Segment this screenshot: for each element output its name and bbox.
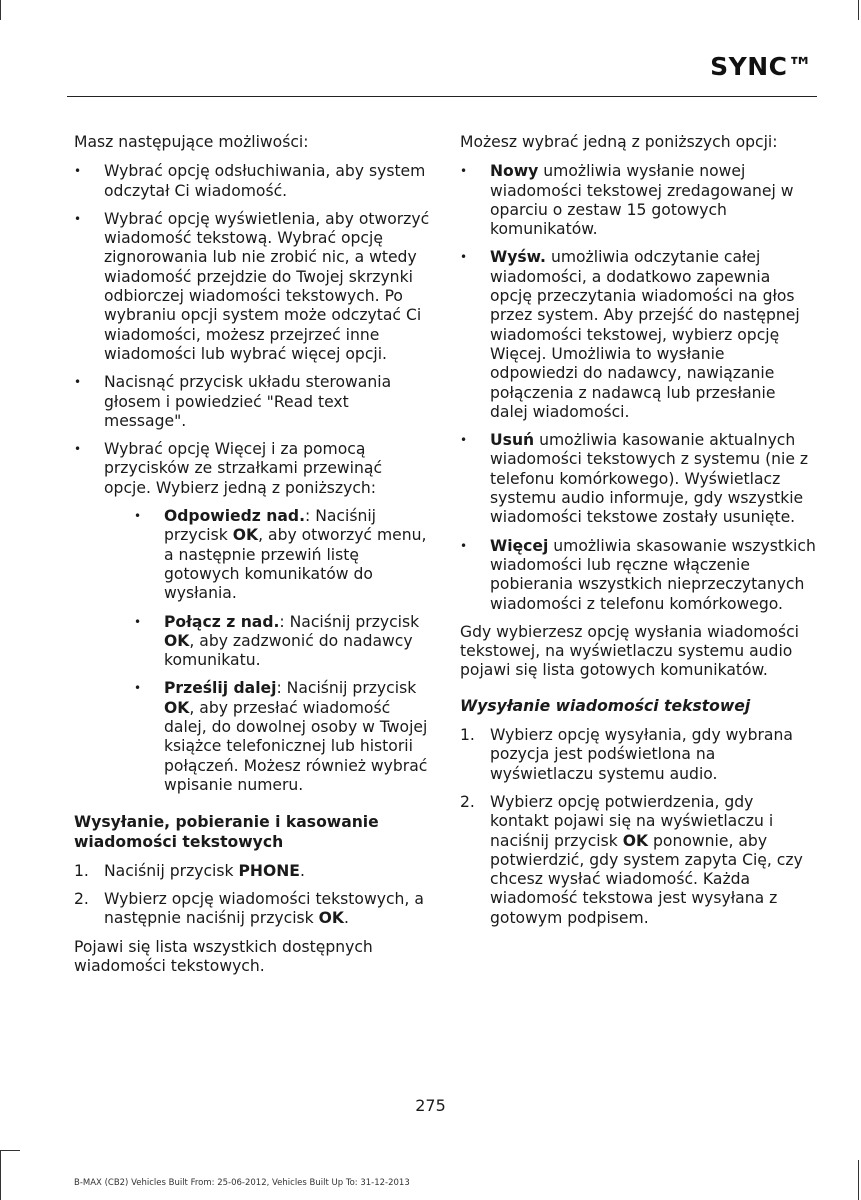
steps-list [74,862,430,929]
text: umożliwia kasowanie aktualnych wiadomości tekstowych z systemu (nie z telefonu komórkowego). Wyświetlacz systemu audio informuje, gdy wszystkie wiadomości tekstowe zostały usunięte. [490,431,809,527]
text: , aby otworzyć menu, a następnie przewiń listę gotowych komunikatów do wysłania. [164,526,427,603]
page-number: 275 [415,1096,446,1115]
section-heading: Wysyłanie, pobieranie i kasowanie wiadomości tekstowych [74,813,379,851]
text: umożliwia wysłanie nowej wiadomości tekstowej zredagowanej w oparciu o zestaw 15 gotowych komunikatów. [490,162,794,239]
header-rule [67,96,817,97]
crop-mark [858,1160,859,1200]
step-number: 1. [460,726,475,745]
crop-mark [858,0,859,20]
message-options-list [460,162,816,614]
step-number: 2. [74,890,89,909]
step-number: 1. [74,861,89,880]
ok-label: OK [164,631,190,650]
crop-mark [0,1150,20,1151]
text: Wybierz opcję potwierdzenia, gdy kontakt pojawi się na wyświetlaczu i naciśnij przycisk [490,792,774,850]
text: . [344,909,349,928]
step-number: 2. [460,792,475,811]
option-label: Odpowiedz nad. [164,507,305,526]
option-label: Usuń [490,431,535,450]
option-label: Więcej [490,536,549,555]
list-item [74,440,430,795]
list-item: • Nacisnąć przycisk układu sterowania głosem i powiedzieć "Read text message". [74,373,430,431]
ok-label: OK [318,909,344,928]
option-label: Nowy [490,162,539,181]
text: , aby zadzwonić do nadawcy komunikatu. [164,631,413,670]
steps-list [460,726,816,928]
ok-label: OK [622,831,649,850]
list-item-text: Wybrać opcję Więcej i za pomocą przycisków ze strzałkami przewinąć opcje. Wybierz jedną z poniższych: [104,440,383,497]
text: . [299,861,305,880]
text: Wybierz opcję wysyłania, gdy wybrana pozycja jest podświetlona na wyświetlaczu systemu audio. [490,726,793,783]
text: umożliwia skasowanie wszystkich wiadomości lub ręczne włączenie pobierania wszystkich nieprzeczytanych wiadomości z telefonu komórkowego. [490,536,816,613]
left-column [74,133,430,986]
list-item [460,537,816,614]
sub-list-item [134,679,430,795]
ok-label: OK [232,526,259,545]
left-intro: Masz następujące możliwości: [74,133,309,151]
text: : Naciśnij przycisk [276,679,417,698]
option-label: Wyśw. [490,248,546,267]
page-title: SYNC™ [710,52,813,81]
step-item [74,890,430,929]
text: Naciśnij przycisk [104,861,239,880]
ok-label: OK [164,698,190,717]
phone-label: PHONE [238,861,300,880]
step-item [460,726,816,784]
step-item [460,793,816,928]
text: , aby przesłać wiadomość dalej, do dowolnej osoby w Twojej książce telefonicznej lub historii połączeń. Możesz również wybrać wpisanie numeru. [164,698,428,794]
sub-list-item [134,613,430,671]
text: Wybierz opcję wiadomości tekstowych, a następnie naciśnij przycisk [104,890,424,928]
text: ponownie, aby potwierdzić, gdy system zapyta Cię, czy chcesz wysłać wiadomość. Każda wiadomość tekstowa jest wysyłana z gotowym podpisem. [490,831,803,927]
left-outro: Pojawi się lista wszystkich dostępnych wiadomości tekstowych. [74,937,373,975]
step-item [74,862,430,881]
text: : Naciśnij przycisk [164,507,377,545]
right-column [460,133,816,937]
text: umożliwia odczytanie całej wiadomości, a dodatkowo zapewnia opcję przeczytania wiadomości na głos przez system. Aby przejść do następnej wiadomości tekstowej, wybierz opcję Więcej. Umożliwia to wysłanie odpowiedzi do nadawcy, nawiązanie połączenia z nadawcą lub przesłanie dalej wiadomości. [490,248,800,421]
crop-mark [0,1150,1,1200]
list-item: • Wybrać opcję odsłuchiwania, aby system odczytał Ci wiadomość. [74,162,430,201]
list-item [460,431,816,527]
footer-note: B-MAX (CB2) Vehicles Built From: 25-06-2012, Vehicles Built Up To: 31-12-2013 [74,1178,410,1188]
right-intro: Możesz wybrać jedną z poniższych opcji: [460,133,778,151]
list-item: • Wybrać opcję wyświetlenia, aby otworzyć wiadomość tekstową. Wybrać opcję zignorowania lub nie zrobić nic, a wtedy wiadomość przejdzie do Twojej skrzynki odbiorczej wiadomości tekstowych. Po wybraniu opcji system może odczytać Ci wiadomości, możesz przejrzeć inne wiadomości lub wybrać więcej opcji. [74,210,430,364]
right-paragraph: Gdy wybierzesz opcję wysłania wiadomości tekstowej, na wyświetlaczu systemu audio pojawi się lista gotowych komunikatów. [460,622,799,680]
text: : Naciśnij przycisk [279,612,420,631]
list-item [460,248,816,422]
sub-list [104,507,430,795]
options-list [74,162,430,795]
sub-list-item [134,507,430,603]
list-item [460,162,816,239]
section-heading: Wysyłanie wiadomości tekstowej [460,696,751,715]
option-label: Połącz z nad. [164,612,280,631]
option-label: Prześlij dalej [164,679,277,698]
crop-mark [0,0,1,20]
